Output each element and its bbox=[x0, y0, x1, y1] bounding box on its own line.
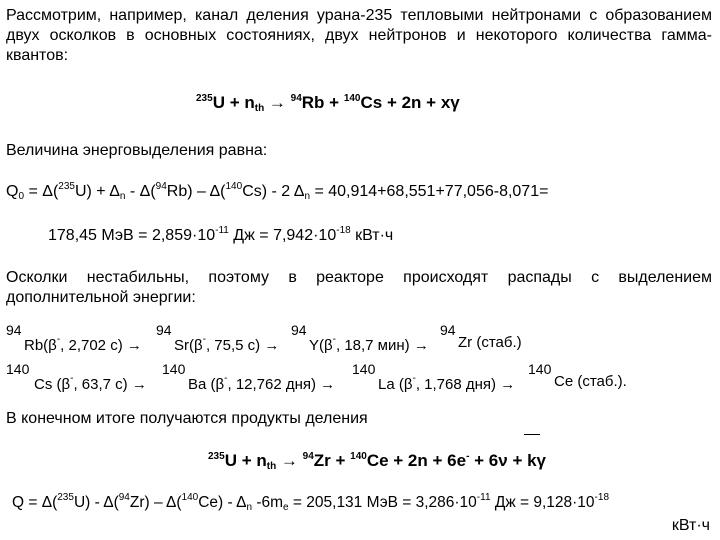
q-final-formula: $Q = \Delta(^{235}U) - \Delta(^{94}Zr) - \Delta(^{140}Ce) - \Delta_n$ $-6m_e = 205,131$ МэВ = $3,286\cdot 10^{-11}$ Дж = $9,128\cdot 10^{-18}$ bbox=[12, 492, 609, 513]
fission-equation-rb-cs: $^{235}U + n_{th} \to ^{94}Rb + ^{140}Cs + 2n + x\gamma$ bbox=[196, 93, 460, 114]
fission-equation-zr-ce: $^{235}U + n_{th} \to ^{94}Zr + ^{140}Ce + 2n + 6e^- + 6\nu + k\gamma$ bbox=[208, 451, 547, 472]
energy-label: Величина энерговыделения равна: bbox=[6, 142, 268, 159]
intro-paragraph: Рассмотрим, например, канал деления урана-235 тепловыми нейтронами с образованием двух осколков в основных состояниях, двух нейтронов и некоторого количества гамма-квантов: bbox=[6, 7, 712, 64]
unstable-paragraph: Осколки нестабильны, поэтому в реакторе происходят распады с выделением дополнительной энергии: bbox=[6, 269, 712, 306]
q0-result: 178,45 МэВ = $2,859\cdot 10^{-11}$ Дж = $7,942\cdot 10^{-18}$ кВт·ч bbox=[48, 225, 394, 244]
q-final-unit: кВт·ч bbox=[671, 517, 710, 534]
antineutrino-overbar bbox=[524, 434, 540, 435]
final-products-label: В конечном итоге получаются продукты деления bbox=[6, 410, 368, 427]
antineutrino-symbol: ν bbox=[498, 451, 508, 470]
q0-formula: $Q_0 = \Delta(^{235}U) + \Delta_n - \Delta(^{94}Rb) - \Delta(^{140}Cs) - 2$ $\Delta_n = 40,914+68,551+77,056-8,071=$ bbox=[6, 181, 549, 202]
mass-number: 235 bbox=[196, 93, 213, 104]
